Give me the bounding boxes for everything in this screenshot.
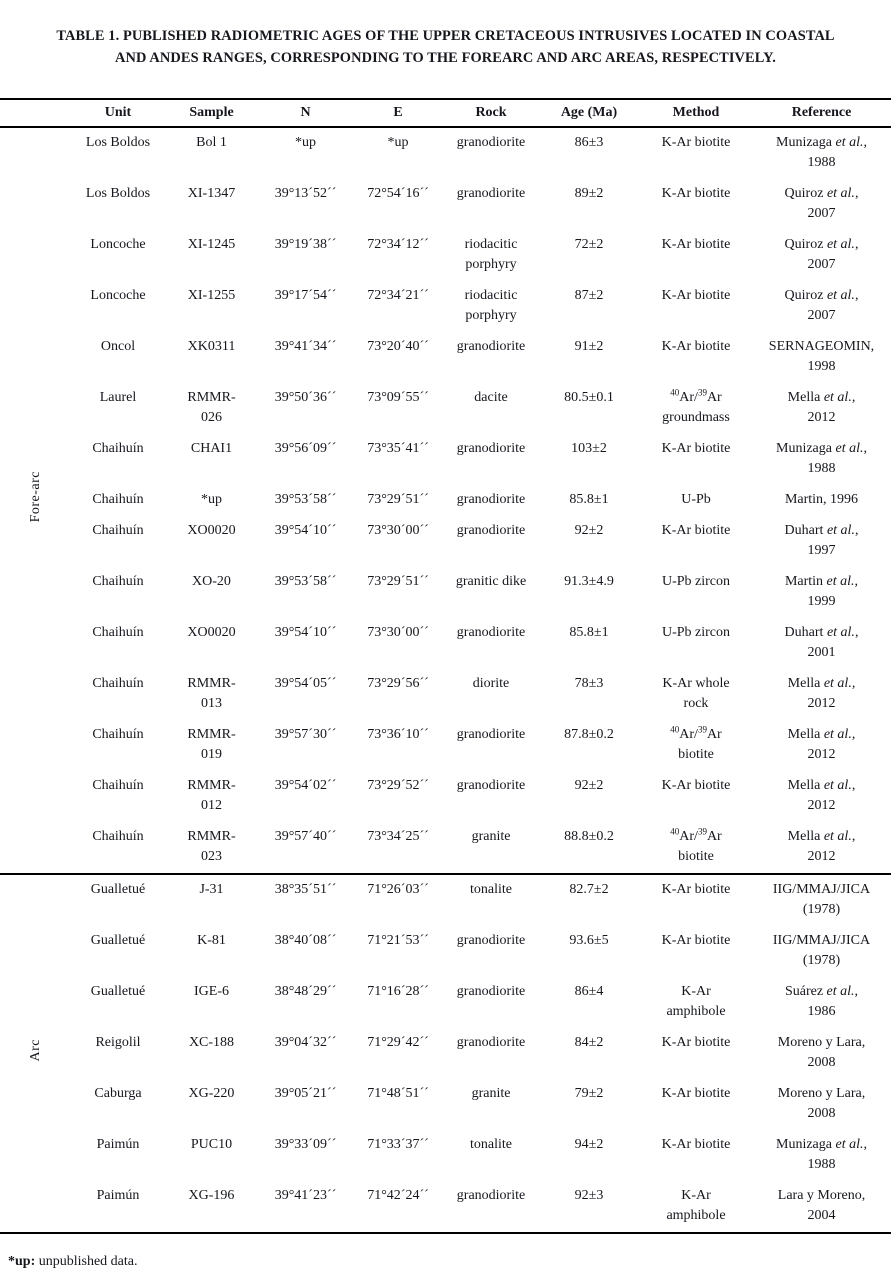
cell-n: 39°41´23´´ <box>274 1188 337 1203</box>
cell-sample: K-81 <box>197 933 226 948</box>
cell-sample: IGE-6 <box>194 984 229 999</box>
cell-reference: Mella et al., 2012 <box>787 778 856 813</box>
table-row <box>0 720 891 771</box>
table-row <box>0 230 891 281</box>
table-row <box>0 926 891 977</box>
cell-rock: granodiorite <box>456 1188 526 1203</box>
cell-n: 39°41´34´´ <box>274 339 337 354</box>
cell-method: K-Ar biotite <box>661 933 731 948</box>
table-title-line-1: TABLE 1. PUBLISHED RADIOMETRIC AGES OF THE UPPER CRETACEOUS INTRUSIVES LOCATED IN COASTAL <box>56 28 835 44</box>
cell-method: $^{40}$Ar/$^{39}$Ar biotite <box>670 826 722 864</box>
cell-reference: Martin, 1996 <box>784 492 859 507</box>
cell-n: 39°54´05´´ <box>274 676 337 691</box>
table-row <box>0 1181 891 1233</box>
column-header-unit: Unit <box>104 105 132 120</box>
cell-e: 71°42´24´´ <box>367 1188 429 1203</box>
column-header-reference: Reference <box>791 105 852 120</box>
cell-sample: Bol 1 <box>196 135 227 150</box>
cell-rock: granodiorite <box>456 1035 526 1050</box>
table-row <box>0 1028 891 1079</box>
section-label-arc <box>0 874 72 1233</box>
cell-reference: IIG/MMAJ/JICA (1978) <box>772 933 871 968</box>
cell-method: K-Ar biotite <box>661 1035 731 1050</box>
column-header-sample: Sample <box>189 105 234 120</box>
table-header-row <box>0 99 891 127</box>
cell-sample: XO-20 <box>192 574 231 589</box>
table-row <box>0 771 891 822</box>
cell-age: 92±2 <box>574 778 604 793</box>
table-row <box>0 485 891 516</box>
cell-rock: dacite <box>474 390 508 405</box>
cell-n: 39°56´09´´ <box>274 441 337 456</box>
cell-unit: Chaihuín <box>92 676 144 691</box>
cell-n: 39°57´30´´ <box>274 727 337 742</box>
cell-reference: Mella et al., 2012 <box>787 727 856 762</box>
cell-unit: Reigolil <box>95 1035 141 1050</box>
column-header-e: E <box>393 105 403 120</box>
cell-age: 79±2 <box>574 1086 604 1101</box>
cell-method: K-Ar biotite <box>661 288 731 303</box>
cell-e: 73°29´51´´ <box>367 574 429 589</box>
cell-age: 91±2 <box>574 339 604 354</box>
cell-e: 73°36´10´´ <box>367 727 429 742</box>
table-title <box>0 0 891 69</box>
cell-e: 73°29´56´´ <box>367 676 429 691</box>
cell-age: 87±2 <box>574 288 604 303</box>
table-row <box>0 567 891 618</box>
cell-rock: riodacitic porphyry <box>464 237 518 272</box>
cell-rock: granitic dike <box>455 574 527 589</box>
cell-e: 72°54´16´´ <box>367 186 429 201</box>
cell-sample: J-31 <box>199 882 224 897</box>
cell-sample: XO0020 <box>187 625 236 640</box>
cell-reference: Mella et al., 2012 <box>787 829 856 864</box>
cell-n: 39°17´54´´ <box>274 288 337 303</box>
cell-reference: IIG/MMAJ/JICA (1978) <box>772 882 871 917</box>
cell-reference: Duhart et al., 1997 <box>784 523 859 558</box>
cell-n: 38°35´51´´ <box>274 882 337 897</box>
cell-rock: granodiorite <box>456 933 526 948</box>
cell-rock: granodiorite <box>456 727 526 742</box>
cell-method: K-Ar whole rock <box>662 676 730 711</box>
cell-unit: Loncoche <box>90 237 146 252</box>
cell-sample: XI-1347 <box>187 186 236 201</box>
table-row <box>0 618 891 669</box>
cell-rock: riodacitic porphyry <box>464 288 518 323</box>
cell-rock: granodiorite <box>456 135 526 150</box>
cell-age: 87.8±0.2 <box>564 727 614 742</box>
table-row <box>0 669 891 720</box>
cell-unit: Paimún <box>96 1137 140 1152</box>
cell-e: 71°26´03´´ <box>367 882 429 897</box>
cell-n: 39°19´38´´ <box>274 237 337 252</box>
cell-reference: Moreno y Lara, 2008 <box>777 1035 866 1070</box>
cell-unit: Chaihuín <box>92 829 144 844</box>
cell-sample: XO0020 <box>187 523 236 538</box>
cell-n: 39°33´09´´ <box>274 1137 337 1152</box>
table-row <box>0 516 891 567</box>
cell-n: 39°13´52´´ <box>274 186 337 201</box>
cell-unit: Chaihuín <box>92 625 144 640</box>
cell-e: 73°34´25´´ <box>367 829 429 844</box>
cell-sample: XI-1245 <box>187 237 236 252</box>
cell-reference: Munizaga et al., 1988 <box>776 1137 867 1172</box>
cell-age: 92±2 <box>574 523 604 538</box>
cell-method: U-Pb zircon <box>661 625 731 640</box>
cell-unit: Chaihuín <box>92 492 144 507</box>
cell-age: 78±3 <box>574 676 604 691</box>
cell-unit: Paimún <box>96 1188 140 1203</box>
cell-age: 88.8±0.2 <box>564 829 614 844</box>
section-label-fore-arc <box>0 127 72 874</box>
cell-n: 38°40´08´´ <box>274 933 337 948</box>
cell-method: K-Ar biotite <box>661 778 731 793</box>
table-row <box>0 332 891 383</box>
table-row <box>0 383 891 434</box>
cell-unit: Los Boldos <box>85 186 151 201</box>
cell-sample: RMMR- 019 <box>187 727 236 762</box>
cell-rock: granodiorite <box>456 186 526 201</box>
cell-e: 73°09´55´´ <box>367 390 429 405</box>
footnote <box>0 1253 891 1271</box>
cell-method: K-Ar biotite <box>661 441 731 456</box>
cell-unit: Gualletué <box>90 882 146 897</box>
cell-method: U-Pb zircon <box>661 574 731 589</box>
cell-sample: RMMR- 026 <box>187 390 236 425</box>
cell-e: 71°29´42´´ <box>367 1035 429 1050</box>
cell-age: 85.8±1 <box>569 625 609 640</box>
cell-e: 73°30´00´´ <box>367 523 429 538</box>
footnote-text: unpublished data. <box>35 1254 138 1269</box>
cell-e: 73°29´51´´ <box>367 492 429 507</box>
cell-e: 72°34´21´´ <box>367 288 429 303</box>
cell-rock: diorite <box>472 676 510 691</box>
cell-e: 71°21´53´´ <box>367 933 429 948</box>
cell-unit: Chaihuín <box>92 727 144 742</box>
cell-age: 91.3±4.9 <box>564 574 614 589</box>
cell-reference: Quiroz et al., 2007 <box>784 288 859 323</box>
cell-e: 73°35´41´´ <box>367 441 429 456</box>
cell-unit: Loncoche <box>90 288 146 303</box>
cell-reference: Quiroz et al., 2007 <box>784 186 859 221</box>
cell-method: K-Ar amphibole <box>666 984 726 1019</box>
cell-unit: Gualletué <box>90 984 146 999</box>
cell-sample: XG-196 <box>188 1188 235 1203</box>
cell-method: K-Ar biotite <box>661 1086 731 1101</box>
cell-n: 39°50´36´´ <box>274 390 337 405</box>
cell-sample: XG-220 <box>188 1086 235 1101</box>
cell-sample: RMMR- 023 <box>187 829 236 864</box>
cell-reference: Munizaga et al., 1988 <box>776 441 867 476</box>
cell-reference: Quiroz et al., 2007 <box>784 237 859 272</box>
cell-age: 82.7±2 <box>569 882 609 897</box>
cell-unit: Chaihuín <box>92 441 144 456</box>
cell-rock: granite <box>471 1086 511 1101</box>
cell-sample: XC-188 <box>188 1035 235 1050</box>
cell-unit: Oncol <box>100 339 136 354</box>
cell-method: K-Ar biotite <box>661 1137 731 1152</box>
table-row <box>0 874 891 926</box>
cell-method: K-Ar biotite <box>661 523 731 538</box>
cell-n: 39°57´40´´ <box>274 829 337 844</box>
table-header <box>0 99 891 127</box>
cell-age: 85.8±1 <box>569 492 609 507</box>
cell-reference: SERNAGEOMIN, 1998 <box>768 339 875 374</box>
cell-n: 39°05´21´´ <box>274 1086 337 1101</box>
cell-e: 72°34´12´´ <box>367 237 429 252</box>
cell-sample: RMMR- 012 <box>187 778 236 813</box>
cell-age: 72±2 <box>574 237 604 252</box>
cell-reference: Munizaga et al., 1988 <box>776 135 867 170</box>
cell-method: U-Pb <box>681 492 711 507</box>
cell-unit: Gualletué <box>90 933 146 948</box>
table-row <box>0 127 891 179</box>
cell-rock: granodiorite <box>456 523 526 538</box>
cell-method: K-Ar biotite <box>661 186 731 201</box>
table-row <box>0 179 891 230</box>
cell-method: K-Ar biotite <box>661 339 731 354</box>
cell-n: 38°48´29´´ <box>274 984 337 999</box>
column-header-method: Method <box>672 105 720 120</box>
cell-rock: granodiorite <box>456 492 526 507</box>
cell-sample: CHAI1 <box>190 441 233 456</box>
cell-method: K-Ar biotite <box>661 135 731 150</box>
cell-unit: Chaihuín <box>92 574 144 589</box>
cell-reference: Duhart et al., 2001 <box>784 625 859 660</box>
cell-age: 94±2 <box>574 1137 604 1152</box>
cell-unit: Caburga <box>94 1086 142 1101</box>
cell-method: K-Ar amphibole <box>666 1188 726 1223</box>
cell-sample: XI-1255 <box>187 288 236 303</box>
column-header-rock: Rock <box>475 105 507 120</box>
section-label-column-header <box>0 99 72 127</box>
footnote-label: *up: <box>8 1254 36 1269</box>
cell-age: 86±4 <box>574 984 604 999</box>
cell-method: $^{40}$Ar/$^{39}$Ar biotite <box>670 724 722 762</box>
cell-age: 84±2 <box>574 1035 604 1050</box>
cell-method: $^{40}$Ar/$^{39}$Ar groundmass <box>662 387 730 425</box>
cell-e: 71°16´28´´ <box>367 984 429 999</box>
cell-unit: Los Boldos <box>85 135 151 150</box>
cell-sample: PUC10 <box>190 1137 233 1152</box>
cell-age: 103±2 <box>571 441 607 456</box>
cell-reference: Lara y Moreno, 2004 <box>777 1188 866 1223</box>
column-header-age: Age (Ma) <box>560 105 618 120</box>
table-row <box>0 1130 891 1181</box>
cell-unit: Chaihuín <box>92 778 144 793</box>
cell-reference: Mella et al., 2012 <box>787 676 856 711</box>
cell-rock: granodiorite <box>456 441 526 456</box>
cell-age: 92±3 <box>574 1188 604 1203</box>
cell-n: 39°53´58´´ <box>274 492 337 507</box>
cell-method: K-Ar biotite <box>661 882 731 897</box>
cell-n: 39°54´10´´ <box>274 625 337 640</box>
table-title-line-2: AND ANDES RANGES, CORRESPONDING TO THE FOREARC AND ARC AREAS, RESPECTIVELY. <box>115 50 776 66</box>
cell-method: K-Ar biotite <box>661 237 731 252</box>
cell-n: 39°54´10´´ <box>274 523 337 538</box>
cell-unit: Chaihuín <box>92 523 144 538</box>
cell-e: 71°48´51´´ <box>367 1086 429 1101</box>
column-header-n: N <box>300 105 311 120</box>
cell-sample: RMMR- 013 <box>187 676 236 711</box>
cell-e: 73°20´40´´ <box>367 339 429 354</box>
cell-reference: Moreno y Lara, 2008 <box>777 1086 866 1121</box>
cell-rock: granodiorite <box>456 339 526 354</box>
table-row <box>0 434 891 485</box>
cell-n: 39°53´58´´ <box>274 574 337 589</box>
cell-reference: Suárez et al., 1986 <box>784 984 859 1019</box>
cell-rock: tonalite <box>470 1137 512 1152</box>
cell-n: 39°54´02´´ <box>274 778 337 793</box>
cell-e: 73°29´52´´ <box>367 778 429 793</box>
section-fore-arc <box>0 127 891 874</box>
cell-rock: tonalite <box>470 882 512 897</box>
cell-age: 93.6±5 <box>569 933 609 948</box>
table-row <box>0 281 891 332</box>
cell-rock: granodiorite <box>456 625 526 640</box>
radiometric-ages-table <box>0 98 891 1234</box>
section-arc <box>0 874 891 1233</box>
section-label-text: Arc <box>28 1038 43 1062</box>
table-row <box>0 822 891 874</box>
cell-age: 89±2 <box>574 186 604 201</box>
cell-age: 86±3 <box>574 135 604 150</box>
cell-sample: *up <box>201 492 222 507</box>
cell-e: 71°33´37´´ <box>367 1137 429 1152</box>
cell-n: 39°04´32´´ <box>274 1035 337 1050</box>
cell-e: *up <box>387 135 409 150</box>
cell-rock: granodiorite <box>456 778 526 793</box>
cell-e: 73°30´00´´ <box>367 625 429 640</box>
cell-rock: granite <box>471 829 511 844</box>
cell-unit: Laurel <box>99 390 137 405</box>
cell-rock: granodiorite <box>456 984 526 999</box>
cell-reference: Martin et al., 1999 <box>784 574 859 609</box>
table-row <box>0 977 891 1028</box>
section-label-text: Fore-arc <box>28 471 43 523</box>
cell-age: 80.5±0.1 <box>564 390 614 405</box>
cell-n: *up <box>295 135 316 150</box>
cell-reference: Mella et al., 2012 <box>787 390 856 425</box>
cell-sample: XK0311 <box>187 339 236 354</box>
table-row <box>0 1079 891 1130</box>
